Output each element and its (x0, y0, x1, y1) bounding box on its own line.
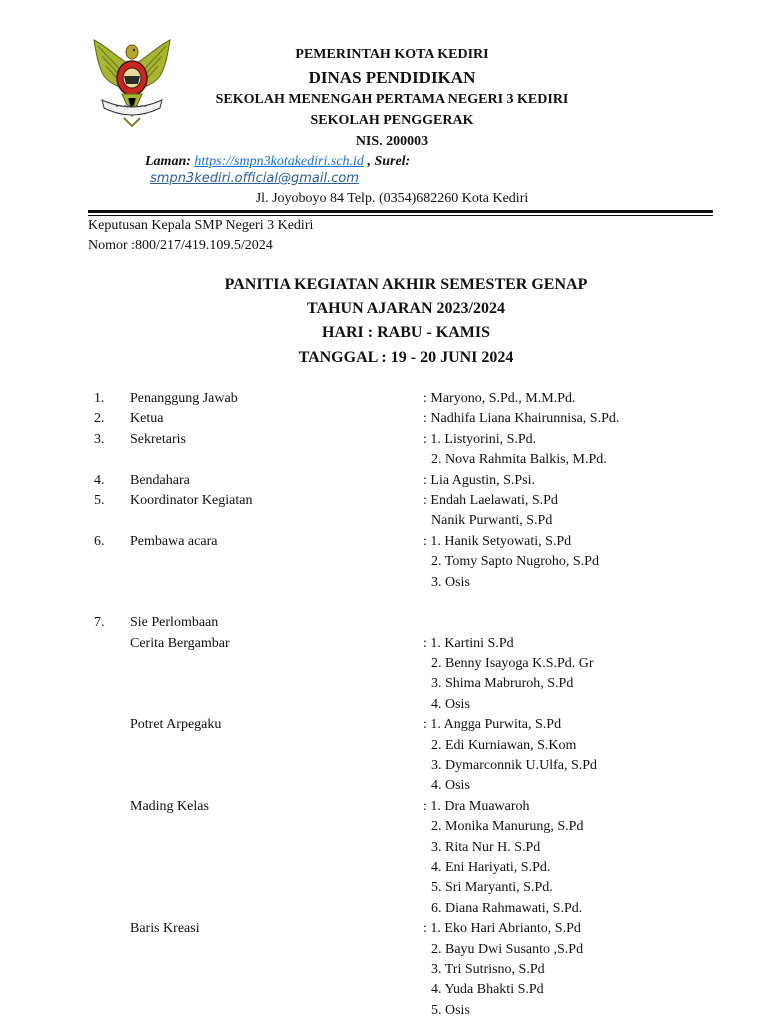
committee-row (0, 880, 768, 900)
committee-row (0, 697, 768, 717)
academic-year: TAHUN AJARAN 2023/2024 (307, 300, 505, 317)
committee-number: 5. (94, 492, 105, 508)
committee-member: : 1. Dra Muawaroh (423, 798, 530, 814)
committee-role: Cerita Bergambar (130, 635, 230, 651)
decree-number: Nomor :800/217/419.109.5/2024 (88, 238, 273, 253)
committee-row (0, 575, 768, 595)
committee-member: 3. Rita Nur H. S.Pd (431, 839, 541, 855)
committee-row (0, 676, 768, 696)
committee-member: 6. Diana Rahmawati, S.Pd. (431, 900, 583, 916)
committee-member: 3. Shima Mabruroh, S.Pd (431, 676, 574, 692)
committee-row (0, 901, 768, 921)
committee-role: Sie Perlombaan (130, 615, 219, 631)
committee-member: 4. Osis (431, 778, 470, 794)
committee-row (0, 554, 768, 574)
committee-member: 3. Dymarconnik U.Ulfa, S.Pd (431, 758, 598, 774)
committee-member: : 1. Eko Hari Abrianto, S.Pd (423, 921, 581, 937)
address: Jl. Joyoboyo 84 Telp. (0354)682260 Kota Kediri (255, 191, 529, 206)
committee-member: 2. Nova Rahmita Balkis, M.Pd. (431, 452, 607, 468)
document-title: PANITIA KEGIATAN AKHIR SEMESTER GENAP (224, 276, 588, 293)
committee-number: 2. (94, 411, 105, 427)
committee-row (0, 615, 768, 635)
committee-role: Baris Kreasi (130, 921, 200, 937)
header-department: DINAS PENDIDIKAN (308, 68, 476, 87)
website-line (145, 154, 410, 170)
committee-member: 5. Sri Maryanti, S.Pd. (431, 880, 553, 896)
committee-member: 2. Benny Isayoga K.S.Pd. Gr (431, 656, 594, 672)
committee-row (0, 1003, 768, 1023)
committee-role: Penanggung Jawab (130, 391, 238, 406)
committee-row (0, 493, 768, 513)
committee-role: Bendahara (130, 472, 190, 488)
committee-row (0, 860, 768, 880)
committee-list (0, 391, 768, 1023)
committee-number: 7. (94, 615, 105, 631)
committee-row (0, 982, 768, 1002)
committee-row (0, 942, 768, 962)
committee-member: 2. Bayu Dwi Susanto ,S.Pd (431, 941, 584, 957)
committee-number: 3. (94, 431, 105, 447)
committee-row (0, 778, 768, 798)
committee-member: 3. Osis (431, 574, 470, 590)
committee-member: : 1. Listyorini, S.Pd. (423, 431, 537, 447)
header-school-name: SEKOLAH MENENGAH PERTAMA NEGERI 3 KEDIRI (215, 92, 569, 107)
email-link[interactable]: smpn3kediri.official@gmail.com (150, 171, 359, 186)
committee-member: Nanik Purwanti, S.Pd (431, 513, 553, 529)
website-link[interactable]: https://smpn3kotakediri.sch.id (194, 154, 364, 169)
committee-number: 1. (94, 391, 105, 406)
committee-member: : 1. Angga Purwita, S.Pd (423, 717, 562, 733)
committee-row (0, 473, 768, 493)
committee-role: Pembawa acara (130, 533, 218, 549)
header-school-status: SEKOLAH PENGGERAK (310, 113, 474, 128)
committee-row (0, 717, 768, 737)
event-days: HARI : RABU - KAMIS (322, 324, 490, 341)
committee-row (0, 636, 768, 656)
committee-role: Koordinator Kegiatan (130, 492, 253, 508)
committee-row (0, 391, 768, 411)
committee-member: : Endah Laelawati, S.Pd (423, 492, 558, 508)
header-government: PEMERINTAH KOTA KEDIRI (295, 47, 489, 62)
committee-row (0, 921, 768, 941)
committee-member: : 1. Kartini S.Pd (423, 635, 514, 651)
header-nis: NIS. 200003 (355, 134, 429, 149)
committee-member: : Maryono, S.Pd., M.M.Pd. (423, 391, 576, 406)
committee-row (0, 595, 768, 615)
committee-member: 2. Tomy Sapto Nugroho, S.Pd (431, 554, 599, 570)
committee-member: 2. Edi Kurniawan, S.Kom (431, 737, 577, 753)
committee-row (0, 534, 768, 554)
committee-number: 6. (94, 533, 105, 549)
header-divider-thick (88, 210, 713, 213)
committee-number: 4. (94, 472, 105, 488)
committee-row (0, 738, 768, 758)
committee-row (0, 656, 768, 676)
committee-role: Sekretaris (130, 431, 186, 447)
website-label: Laman: (145, 154, 191, 169)
committee-row (0, 962, 768, 982)
committee-row (0, 799, 768, 819)
committee-role: Mading Kelas (130, 798, 209, 814)
committee-row (0, 513, 768, 533)
committee-member: : Nadhifa Liana Khairunnisa, S.Pd. (423, 411, 620, 427)
event-dates: TANGGAL : 19 - 20 JUNI 2024 (298, 349, 514, 366)
committee-row (0, 411, 768, 431)
committee-member: 4. Yuda Bhakti S.Pd (431, 982, 544, 998)
email-label: , Surel: (367, 154, 411, 169)
committee-row (0, 452, 768, 472)
committee-member: : 1. Hanik Setyowati, S.Pd (423, 533, 572, 549)
committee-member: 5. Osis (431, 1002, 470, 1018)
committee-row (0, 819, 768, 839)
committee-row (0, 432, 768, 452)
committee-member: : Lia Agustin, S.Psi. (423, 472, 536, 488)
committee-member: 4. Osis (431, 696, 470, 712)
committee-member: 2. Monika Manurung, S.Pd (431, 819, 584, 835)
committee-member: 3. Tri Sutrisno, S.Pd (431, 961, 545, 977)
decree-reference: Keputusan Kepala SMP Negeri 3 Kediri (88, 218, 314, 233)
committee-member: 4. Eni Hariyati, S.Pd. (431, 859, 551, 875)
committee-row (0, 758, 768, 778)
committee-role: Ketua (130, 411, 164, 427)
committee-role: Potret Arpegaku (130, 717, 222, 733)
committee-row (0, 840, 768, 860)
header-divider-thin (88, 215, 713, 216)
